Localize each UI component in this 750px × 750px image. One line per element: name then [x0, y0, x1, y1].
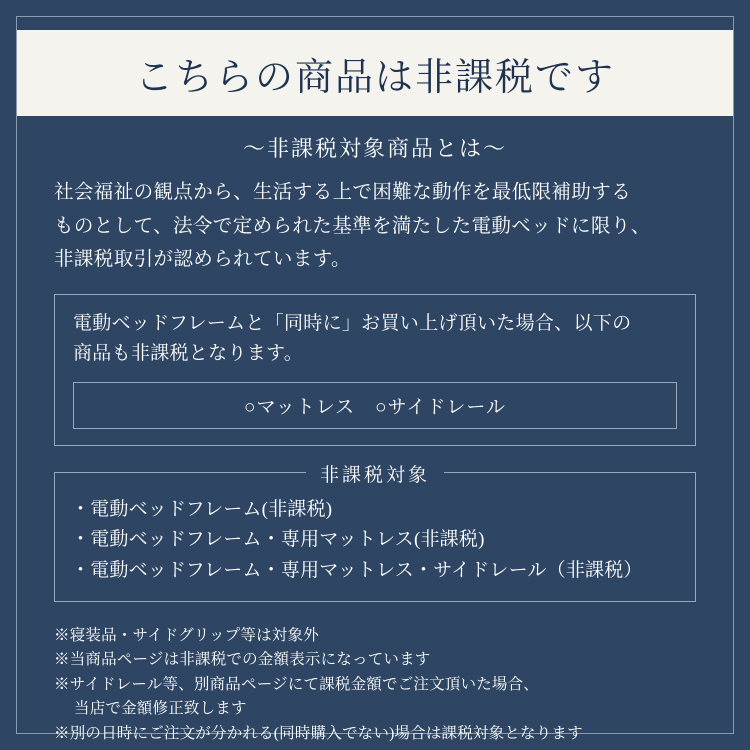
- simultaneous-purchase-line-2: 商品も非課税となります。: [73, 343, 304, 365]
- tax-exempt-target-box: [54, 464, 696, 602]
- intro-paragraph-line-3: 非課税取引が認められています。: [54, 249, 351, 271]
- intro-paragraph-line-1: 社会福祉の観点から、生活する上で困難な動作を最低限補助する: [54, 182, 632, 203]
- simultaneous-purchase-box: [54, 294, 696, 446]
- eligible-items-inner-box: ○マットレス ○サイドレール: [73, 382, 677, 429]
- note-item: ※別の日時にご注文が分かれる(同時購入でない)場合は課税対象となります: [54, 724, 583, 742]
- tax-exempt-item: ・電動ベッドフレーム(非課税): [71, 498, 333, 520]
- tax-exempt-target-label: 非課税対象: [306, 460, 444, 487]
- section-subtitle: ～非課税対象商品とは～: [242, 136, 507, 161]
- note-item: ※当商品ページは非課税での金額表示になっています: [54, 651, 431, 669]
- tax-exempt-item: ・電動ベッドフレーム・専用マットレス(非課税): [71, 529, 485, 551]
- header-banner: [17, 30, 733, 116]
- note-item: ※サイドレール等、別商品ページにて課税金額でご注文頂いた場合、: [54, 675, 539, 693]
- intro-paragraph-line-2: ものとして、法令で定められた基準を満たした電動ベッドに限り、: [54, 215, 651, 237]
- main-content: [54, 132, 696, 746]
- note-item: ※寝装品・サイドグリップ等は対象外: [54, 626, 319, 644]
- notes-section: [54, 624, 696, 746]
- note-item-continuation: 当店で金額修正致します: [74, 700, 247, 718]
- simultaneous-purchase-line-1: 電動ベッドフレームと「同時に」お買い上げ頂いた場合、以下の: [73, 312, 632, 334]
- tax-exempt-item: ・電動ベッドフレーム・専用マットレス・サイドレール（非課税）: [71, 560, 643, 582]
- page-title: こちらの商品は非課税です: [134, 56, 615, 99]
